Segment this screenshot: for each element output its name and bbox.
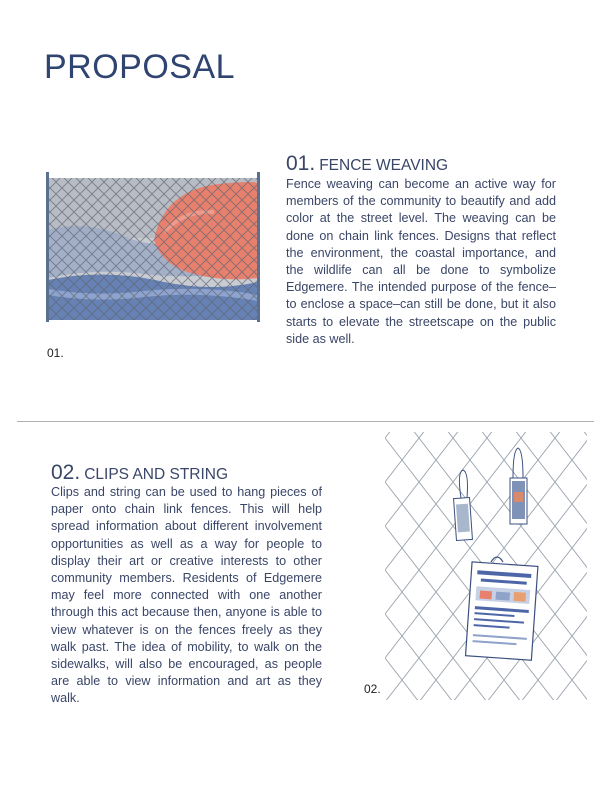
section-number: 01. — [286, 152, 316, 175]
clips-and-string-illustration — [385, 432, 587, 700]
page-title: PROPOSAL — [44, 48, 236, 86]
section-body-clips-and-string: Clips and string can be used to hang pieces of paper onto chain link fences. This will help spread information about different involvement opportunities as well as a way for people to display their art or creative interests to other community members. Residents of Edgemere may feel more connected with one another through this act because then, anyone is able to view whatever is on the fences freely as they walk past. The idea of mobility, to walk on the sidewalks, will also be encouraged, as people are able to view information and art as they walk. — [51, 485, 322, 706]
section-title: FENCE WEAVING — [319, 157, 449, 174]
section-divider — [17, 421, 594, 422]
section-heading-fence-weaving — [286, 152, 448, 176]
fence-weaving-illustration — [44, 170, 262, 322]
section-title: CLIPS AND STRING — [84, 466, 229, 483]
section-body-fence-weaving: Fence weaving can become an active way for members of the community to beautify and add color at the street level. The weaving can be done on chain link fences. Designs that reflect the environment, the coastal importance, and the wildlife can all be done to symbolize Edgemere. The intended purpose of the fence–to enclose a space–can still be done, but it also starts to elevate the streetscape on the public side as well. — [286, 177, 556, 346]
figure-caption-02: 02. — [364, 682, 381, 696]
section-heading-clips-and-string — [51, 461, 228, 485]
figure-caption-01: 01. — [47, 346, 64, 360]
section-number: 02. — [51, 461, 81, 484]
